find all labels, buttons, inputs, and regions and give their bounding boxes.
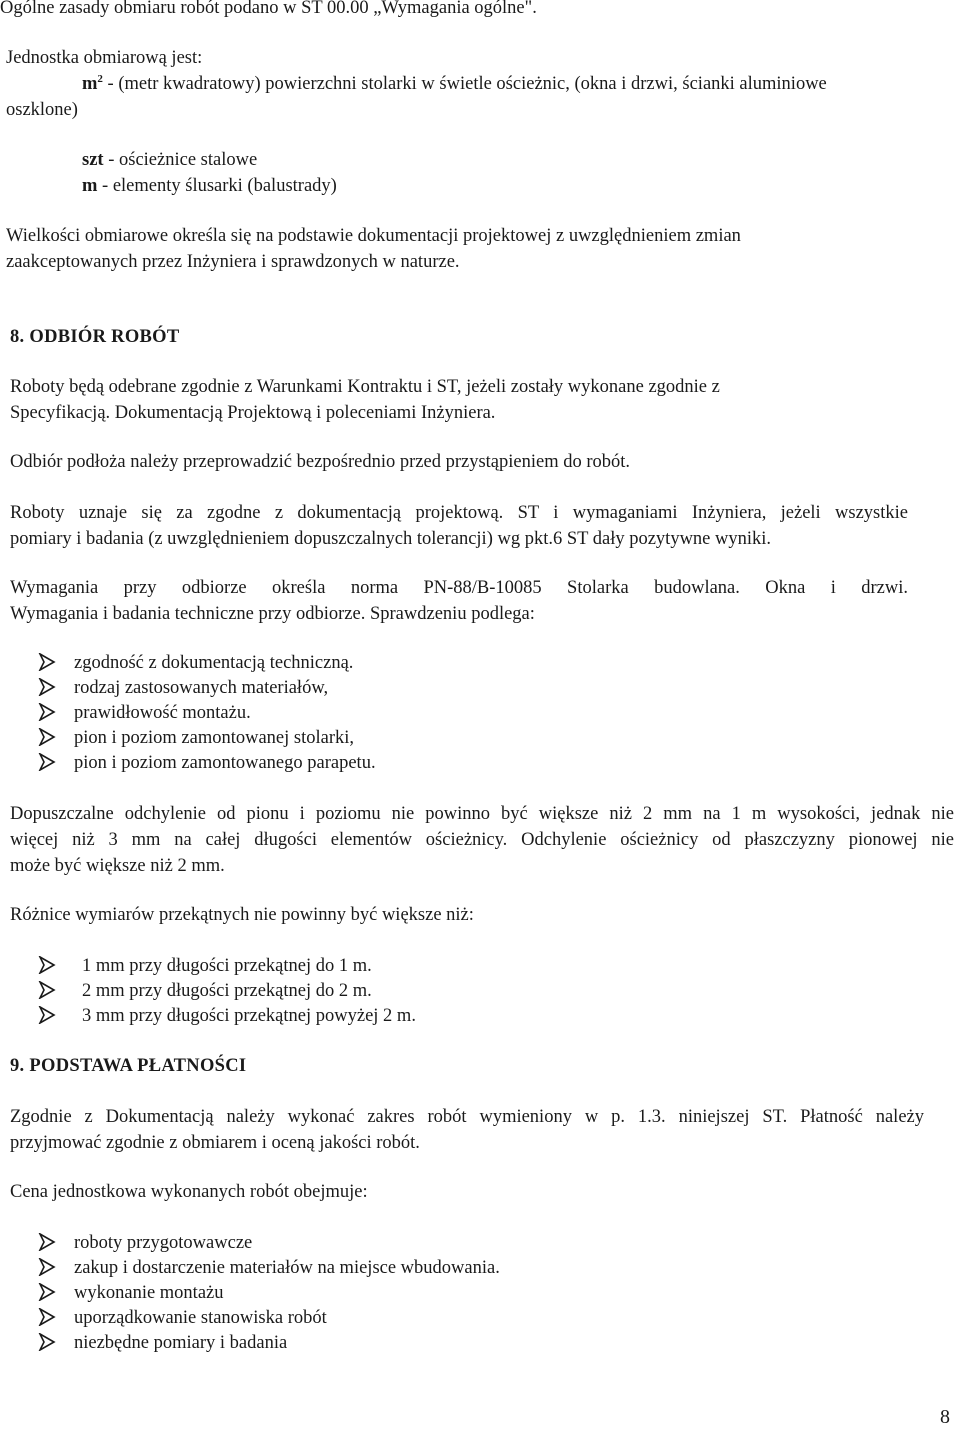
list-item — [38, 676, 328, 701]
section-8-text-line: może być większe niż 2 mm. — [10, 856, 225, 876]
list-item-text: 3 mm przy długości przekątnej powyżej 2 m. — [82, 1006, 416, 1026]
section-9-text-line: przyjmować zgodnie z obmiarem i oceną jakości robót. — [10, 1133, 420, 1153]
section-8-text-line: Wymagania przy odbiorze określa norma PN-88/B-10085 Stolarka budowlana. Okna i drzwi. — [10, 578, 908, 598]
unit-m2-exponent: 2 — [97, 73, 103, 85]
arrow-bullet-icon — [38, 956, 58, 974]
arrow-bullet-icon — [38, 678, 58, 696]
arrow-bullet-icon — [38, 1233, 58, 1251]
page-number: 8 — [940, 1406, 950, 1428]
arrow-bullet-icon — [38, 653, 58, 671]
arrow-bullet-icon — [38, 1333, 58, 1351]
unit-m-text: - elementy ślusarki (balustrady) — [97, 176, 337, 196]
list-item-text: 1 mm przy długości przekątnej do 1 m. — [82, 956, 372, 976]
unit-szt — [82, 148, 257, 173]
section-8-heading: 8. ODBIÓR ROBÓT — [10, 327, 180, 347]
unit-m — [82, 174, 337, 199]
arrow-bullet-icon — [38, 1308, 58, 1326]
arrow-bullet-icon — [38, 728, 58, 746]
unit-m2-symbol: m — [82, 74, 98, 94]
section-8-text-line: pomiary i badania (z uwzględnieniem dopuszczalnych tolerancji) wg pkt.6 ST dały pozytywne wyniki. — [10, 529, 772, 549]
section-8-text-line: Odbiór podłoża należy przeprowadzić bezpośrednio przed przystąpieniem do robót. — [10, 452, 631, 472]
section-9-text-line: Cena jednostkowa wykonanych robót obejmuje: — [10, 1182, 368, 1202]
arrow-bullet-icon — [38, 981, 58, 999]
list-item — [38, 1306, 327, 1331]
intro-line: Ogólne zasady obmiaru robót podano w ST 00.00 „Wymagania ogólne". — [0, 0, 537, 18]
unit-m-symbol: m — [82, 176, 98, 196]
measurement-paragraph-line: Wielkości obmiarowe określa się na podstawie dokumentacji projektowej z uwzględnieniem zmian — [6, 226, 741, 246]
list-item — [38, 701, 251, 726]
list-item — [38, 1256, 500, 1281]
section-9-text-line: Zgodnie z Dokumentacją należy wykonać zakres robót wymieniony w p. 1.3. niniejszej ST. Płatność należy — [10, 1107, 924, 1127]
arrow-bullet-icon — [38, 703, 58, 721]
list-item-text: 2 mm przy długości przekątnej do 2 m. — [82, 981, 372, 1001]
list-item-text: wykonanie montażu — [74, 1283, 224, 1303]
section-8-text-line: Roboty uznaje się za zgodne z dokumentacją projektową. ST i wymaganiami Inżyniera, jeżeli wszystkie — [10, 503, 908, 523]
list-item — [38, 726, 354, 751]
list-item-text: zgodność z dokumentacją techniczną. — [74, 653, 354, 673]
list-item-text: zakup i dostarczenie materiałów na miejsce wbudowania. — [74, 1258, 500, 1278]
unit-szt-symbol: szt — [82, 150, 104, 170]
section-8-text-line: Wymagania i badania techniczne przy odbiorze. Sprawdzeniu podlega: — [10, 604, 535, 624]
list-item-text: uporządkowanie stanowiska robót — [74, 1308, 327, 1328]
list-item-text: roboty przygotowawcze — [74, 1233, 253, 1253]
section-8-text-line: Specyfikacją. Dokumentacją Projektową i poleceniami Inżyniera. — [10, 403, 496, 423]
list-item — [38, 954, 372, 979]
unit-szt-text: - ościeżnice stalowe — [103, 150, 258, 170]
list-item — [38, 979, 372, 1004]
section-8-text-line: więcej niż 3 mm na całej długości elementów ościeżnicy. Odchylenie ościeżnicy od płaszczyzny pionowej nie — [10, 830, 954, 850]
list-item — [38, 651, 353, 676]
unit-m2 — [82, 72, 827, 97]
list-item-text: rodzaj zastosowanych materiałów, — [74, 678, 329, 698]
arrow-bullet-icon — [38, 1283, 58, 1301]
measurement-paragraph-line: zaakceptowanych przez Inżyniera i sprawdzonych w naturze. — [6, 252, 460, 272]
unit-intro: Jednostka obmiarową jest: — [6, 48, 203, 68]
unit-m2-continuation: oszklone) — [6, 100, 78, 120]
list-item-text: pion i poziom zamontowanej stolarki, — [74, 728, 355, 748]
arrow-bullet-icon — [38, 1258, 58, 1276]
list-item — [38, 751, 376, 776]
list-item — [38, 1281, 224, 1306]
section-8-text-line: Różnice wymiarów przekątnych nie powinny być większe niż: — [10, 905, 474, 925]
list-item-text: pion i poziom zamontowanego parapetu. — [74, 753, 376, 773]
list-item-text: prawidłowość montażu. — [74, 703, 251, 723]
section-8-text-line: Dopuszczalne odchylenie od pionu i poziomu nie powinno być większe niż 2 mm na 1 m wysokości, jednak nie — [10, 804, 954, 824]
arrow-bullet-icon — [38, 1006, 58, 1024]
section-8-text-line: Roboty będą odebrane zgodnie z Warunkami Kontraktu i ST, jeżeli zostały wykonane zgodnie z — [10, 377, 720, 397]
unit-m2-text: - (metr kwadratowy) powierzchni stolarki w świetle ościeżnic, (okna i drzwi, ścianki aluminiowe — [102, 74, 827, 94]
list-item — [38, 1231, 252, 1256]
section-9-heading: 9. PODSTAWA PŁATNOŚCI — [10, 1056, 247, 1076]
list-item — [38, 1004, 416, 1029]
list-item — [38, 1331, 287, 1356]
list-item-text: niezbędne pomiary i badania — [74, 1333, 288, 1353]
arrow-bullet-icon — [38, 753, 58, 771]
